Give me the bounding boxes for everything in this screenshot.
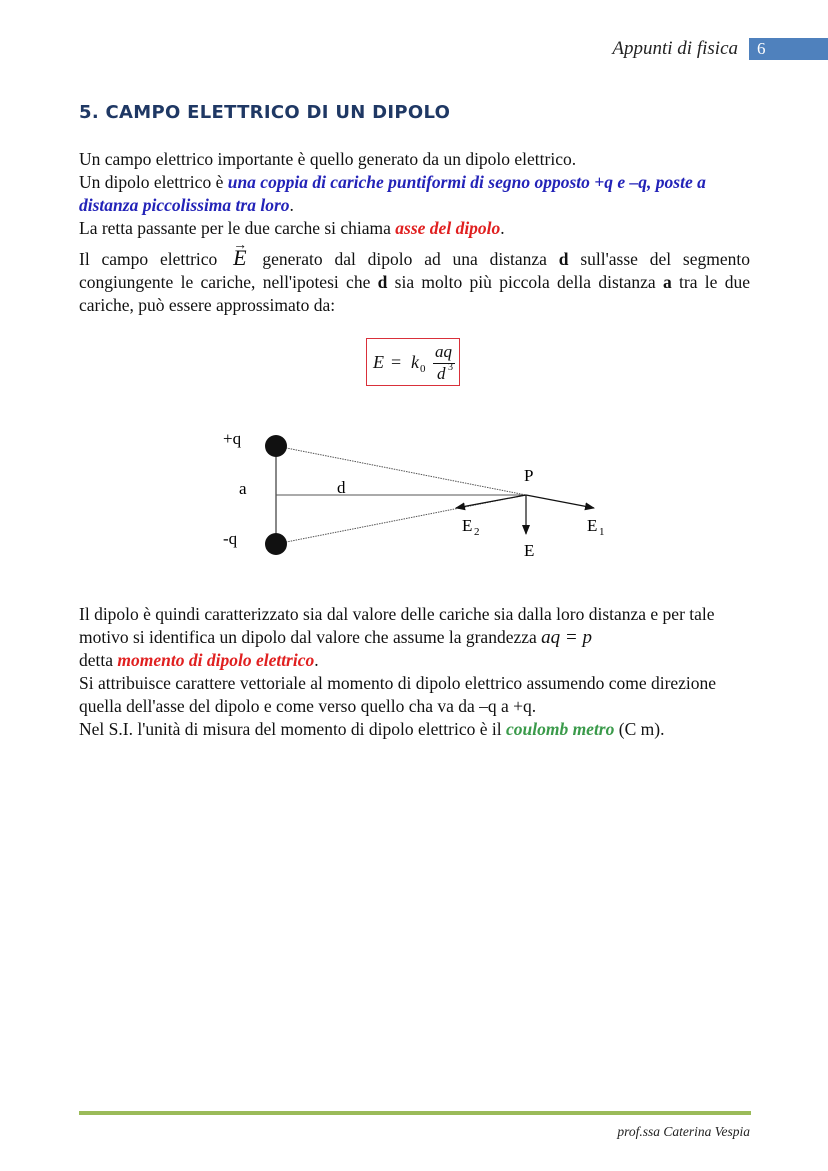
field-part-2: sull'asse del segmento congiungente le cariche, nell'ipotesi che (79, 249, 750, 292)
formula-lhs: E (373, 352, 384, 372)
e2-arrow (456, 495, 526, 508)
formula-equals: = (391, 352, 402, 372)
field-part-3: sia molto più piccola della distanza (387, 272, 663, 292)
label-e2: E (462, 516, 473, 535)
moment-line-3: Si attribuisce carattere vettoriale al momento di dipolo elettrico assumendo come direzione quella dell'asse del dipolo e come verso quello cha va da –q a +q. (79, 673, 717, 716)
label-p: P (524, 466, 534, 485)
dipole-moment-term: momento di dipolo elettrico (117, 650, 315, 670)
vector-e: → E (229, 246, 250, 269)
intro-line-2-suffix: . (289, 195, 294, 215)
dipole-axis-term: asse del dipolo (395, 218, 501, 238)
negative-charge (265, 533, 287, 555)
dipole-definition: una coppia di cariche puntiformi di segno opposto +q e –q, poste a distanza piccolissima tra loro (79, 172, 706, 215)
field-a: a (662, 272, 672, 292)
label-e2-subscript: 2 (474, 526, 480, 538)
si-unit-term: coulomb metro (505, 719, 615, 739)
intro-line-2-prefix: Un dipolo elettrico è (79, 172, 228, 192)
page-number: 6 (749, 38, 828, 60)
label-e1: E (587, 516, 598, 535)
e1-arrow (526, 495, 594, 508)
moment-line-2-prefix: detta (79, 650, 118, 670)
dipole-diagram (210, 418, 630, 568)
field-d-1: d (558, 249, 569, 269)
intro-line-1: Un campo elettrico importante è quello generato da un dipolo elettrico. (79, 149, 577, 169)
moment-line-1: Il dipolo è quindi caratterizzato sia dal valore delle cariche sia dalla loro distanza e per tale motivo si identifica un dipolo dal valore che assume la grandezza (79, 604, 715, 647)
label-e: E (524, 541, 535, 560)
footer-author: prof.ssa Caterina Vespia (617, 1124, 750, 1139)
label-minus-q: -q (223, 529, 238, 548)
section-title: 5. CAMPO ELETTRICO DI UN DIPOLO (79, 102, 451, 123)
positive-charge (265, 435, 287, 457)
moment-line-4-suffix: (C m). (614, 719, 665, 739)
field-d-2: d (377, 272, 388, 292)
header-title: Appunti di fisica (612, 38, 738, 59)
formula-numerator: aq (435, 342, 452, 361)
intro-line-3-prefix: La retta passante per le due carche si chiama (79, 218, 396, 238)
line-plus-to-p (276, 446, 526, 495)
formula-exponent: 3 (448, 362, 453, 373)
label-a: a (239, 479, 247, 498)
label-e1-subscript: 1 (599, 526, 605, 538)
intro-paragraph (79, 148, 750, 240)
field-part-4: tra le due cariche, può essere approssimato da: (79, 272, 750, 315)
label-plus-q: +q (223, 429, 242, 448)
dipole-field-formula (366, 338, 460, 386)
moment-expression: aq = p (541, 627, 592, 648)
field-prefix: Il campo elettrico (79, 249, 230, 269)
field-paragraph (79, 246, 750, 317)
formula-k: k (411, 352, 419, 372)
formula-denominator: d (437, 364, 446, 383)
moment-line-2-suffix: . (314, 650, 319, 670)
formula-k-subscript: 0 (420, 363, 426, 375)
label-d: d (337, 478, 346, 497)
field-part-1: generato dal dipolo ad una distanza (250, 249, 559, 269)
footer-divider (79, 1111, 751, 1115)
intro-line-3-suffix: . (500, 218, 505, 238)
moment-line-4-prefix: Nel S.I. l'unità di misura del momento di dipolo elettrico è il (79, 719, 506, 739)
moment-paragraph (79, 603, 750, 741)
